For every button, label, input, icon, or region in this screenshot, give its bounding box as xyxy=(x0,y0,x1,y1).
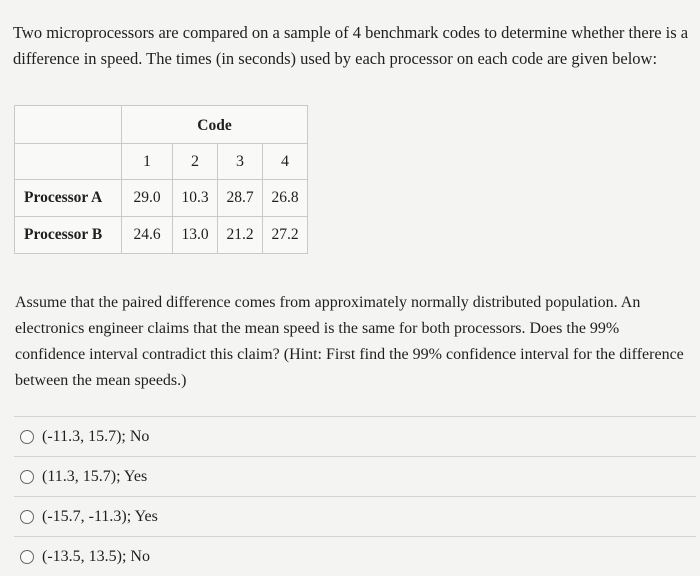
answer-options xyxy=(14,416,696,576)
answer-option[interactable] xyxy=(14,416,696,456)
column-header: 4 xyxy=(263,144,308,180)
table-cell: 10.3 xyxy=(173,180,218,217)
table-corner-cell xyxy=(15,106,122,144)
table-row xyxy=(15,217,308,254)
question-text: Two microprocessors are compared on a sample of 4 benchmark codes to determine whether there is a difference in speed. The times (in seconds) used by each processor on each code are given below: xyxy=(13,23,689,68)
table-cell: 28.7 xyxy=(218,180,263,217)
radio-button[interactable] xyxy=(20,470,34,484)
assumption-text: Assume that the paired difference comes from approximately normally distributed population. An electronics engineer claims that the mean speed is the same for both processors. Does the 99% confidence interval contradict this claim? (Hint: First find the 99% confidence interval for the difference between the mean speeds.) xyxy=(15,294,684,389)
column-header: 1 xyxy=(122,144,173,180)
answer-option[interactable] xyxy=(14,496,696,536)
answer-option[interactable] xyxy=(14,536,696,576)
option-label: (-11.3, 15.7); No xyxy=(42,427,150,445)
table-cell: 21.2 xyxy=(218,217,263,254)
row-label-processor-a: Processor A xyxy=(15,180,122,217)
table-cell: 13.0 xyxy=(173,217,218,254)
option-label: (-13.5, 13.5); No xyxy=(42,547,150,565)
table-cell: 24.6 xyxy=(122,217,173,254)
table-cell: 26.8 xyxy=(263,180,308,217)
answer-option[interactable] xyxy=(14,456,696,496)
column-header: 3 xyxy=(218,144,263,180)
radio-button[interactable] xyxy=(20,510,34,524)
table-cell: 29.0 xyxy=(122,180,173,217)
radio-button[interactable] xyxy=(20,430,34,444)
radio-button[interactable] xyxy=(20,550,34,564)
table-row xyxy=(15,180,308,217)
column-number-row xyxy=(15,144,308,180)
table-header-row xyxy=(15,106,308,144)
code-header: Code xyxy=(122,106,308,144)
benchmark-table xyxy=(14,105,308,254)
option-label: (11.3, 15.7); Yes xyxy=(42,467,148,485)
row-label-processor-b: Processor B xyxy=(15,217,122,254)
column-header: 2 xyxy=(173,144,218,180)
table-cell: 27.2 xyxy=(263,217,308,254)
table-corner-cell xyxy=(15,144,122,180)
option-label: (-15.7, -11.3); Yes xyxy=(42,507,158,525)
